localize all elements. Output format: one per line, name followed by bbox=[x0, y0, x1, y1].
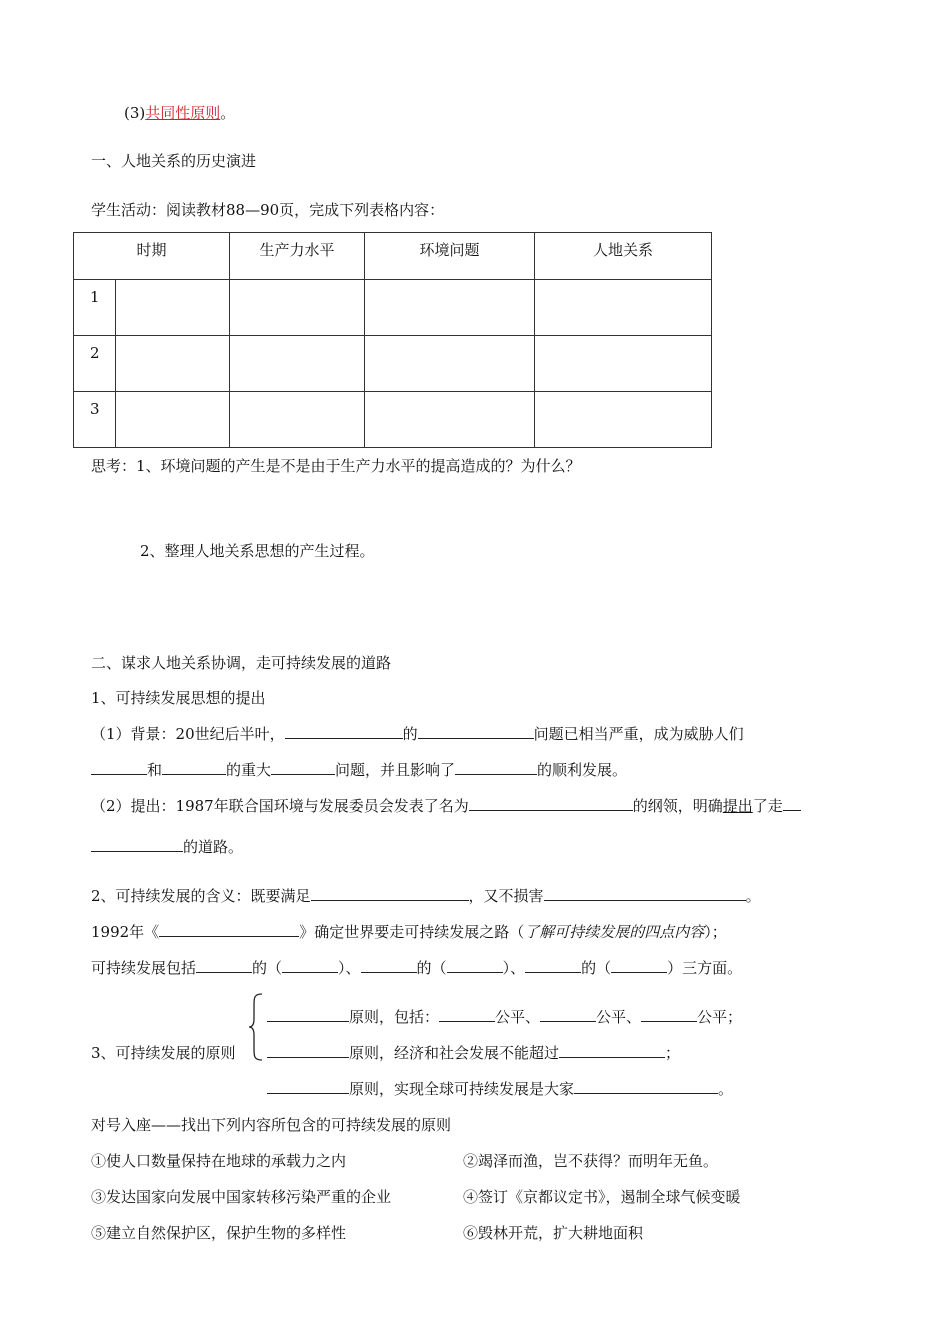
table-row bbox=[74, 280, 712, 336]
fill-blank[interactable] bbox=[267, 1079, 349, 1094]
row-number: 2 bbox=[74, 336, 116, 392]
principles-label: 3、可持续发展的原则 bbox=[91, 1044, 236, 1062]
principle-sustainability: 原则，经济和社会发展不能超过 ； bbox=[267, 1043, 680, 1063]
table-cell[interactable] bbox=[116, 392, 230, 448]
fill-blank[interactable] bbox=[267, 1043, 349, 1058]
header-relation: 人地关系 bbox=[535, 233, 712, 280]
table-cell[interactable] bbox=[535, 280, 712, 336]
proposal-line-2: 的道路。 bbox=[91, 837, 243, 857]
curly-brace-icon bbox=[248, 993, 264, 1061]
fill-blank[interactable] bbox=[361, 958, 417, 973]
principle-suffix: 。 bbox=[220, 104, 236, 122]
list-item: ④签订《京都议定书》，遏制全球气候变暖 bbox=[463, 1188, 741, 1206]
fill-blank[interactable] bbox=[447, 958, 503, 973]
fill-blank[interactable] bbox=[162, 760, 226, 775]
principle-prefix: (3) bbox=[124, 104, 146, 122]
fill-blank[interactable] bbox=[267, 1007, 349, 1022]
section1-title: 一、人地关系的历史演进 bbox=[91, 152, 257, 170]
fill-blank[interactable] bbox=[641, 1007, 697, 1022]
table-row bbox=[74, 392, 712, 448]
table-cell[interactable] bbox=[116, 280, 230, 336]
table-header-row bbox=[74, 233, 712, 280]
header-environment: 环境问题 bbox=[365, 233, 535, 280]
table-cell[interactable] bbox=[365, 280, 535, 336]
row-number: 3 bbox=[74, 392, 116, 448]
fill-blank[interactable] bbox=[525, 958, 581, 973]
agenda-line: 1992年《 》确定世界要走可持续发展之路（了解可持续发展的四点内容）； bbox=[91, 923, 727, 941]
table-cell[interactable] bbox=[116, 336, 230, 392]
list-item: ⑥毁林开荒，扩大耕地面积 bbox=[463, 1224, 644, 1242]
principle-commonality: 原则，实现全球可持续发展是大家 。 bbox=[267, 1079, 733, 1099]
principle-heading bbox=[124, 103, 235, 123]
fill-blank[interactable] bbox=[159, 922, 299, 937]
activity-text: 学生活动：阅读教材88—90页，完成下列表格内容： bbox=[91, 201, 445, 219]
principle-fairness: 原则，包括： 公平、 公平、 公平； bbox=[267, 1007, 742, 1027]
list-item: ⑤建立自然保护区，保护生物的多样性 bbox=[91, 1224, 347, 1242]
table-cell[interactable] bbox=[365, 336, 535, 392]
match-title: 对号入座——找出下列内容所包含的可持续发展的原则 bbox=[91, 1116, 452, 1134]
sub1-title: 1、可持续发展思想的提出 bbox=[91, 689, 266, 707]
think-question-2: 2、整理人地关系思想的产生过程。 bbox=[140, 542, 375, 560]
fill-blank[interactable] bbox=[311, 886, 469, 901]
background-line-2: 和 的重大 问题，并且影响了 的顺利发展。 bbox=[91, 760, 627, 780]
header-productivity: 生产力水平 bbox=[230, 233, 365, 280]
section2-title: 二、谋求人地关系协调，走可持续发展的道路 bbox=[91, 654, 392, 672]
meaning-line: 2、可持续发展的含义：既要满足 ，又不损害 。 bbox=[91, 887, 761, 905]
fill-blank[interactable] bbox=[282, 958, 338, 973]
list-item: ①使人口数量保持在地球的承载力之内 bbox=[91, 1152, 347, 1170]
table-cell[interactable] bbox=[230, 336, 365, 392]
table-row bbox=[74, 336, 712, 392]
think-question-1: 思考：1、环境问题的产生是不是由于生产力水平的提高造成的？为什么？ bbox=[91, 457, 581, 475]
table-cell[interactable] bbox=[365, 392, 535, 448]
row-number: 1 bbox=[74, 280, 116, 336]
fill-blank[interactable] bbox=[271, 760, 335, 775]
fill-blank[interactable] bbox=[611, 958, 667, 973]
proposal-line-1: （2）提出：1987年联合国环境与发展委员会发表了名为 的纲领，明确提出了走 bbox=[91, 796, 801, 816]
fill-blank[interactable] bbox=[574, 1079, 718, 1094]
fill-blank[interactable] bbox=[783, 796, 801, 811]
table-cell[interactable] bbox=[535, 392, 712, 448]
fill-blank[interactable] bbox=[91, 837, 183, 852]
fill-blank[interactable] bbox=[285, 724, 403, 739]
fill-blank[interactable] bbox=[540, 1007, 596, 1022]
principle-term: 共同性原则 bbox=[145, 104, 221, 122]
fill-blank[interactable] bbox=[439, 1007, 495, 1022]
list-item: ③发达国家向发展中国家转移污染严重的企业 bbox=[91, 1188, 392, 1206]
fill-blank[interactable] bbox=[455, 760, 537, 775]
table-cell[interactable] bbox=[230, 280, 365, 336]
fill-blank[interactable] bbox=[559, 1043, 665, 1058]
list-item: ②竭泽而渔，岂不获得？而明年无鱼。 bbox=[463, 1152, 719, 1170]
table-cell[interactable] bbox=[535, 336, 712, 392]
background-line-1: （1）背景：20世纪后半叶， 的 问题已相当严重，成为威胁人们 bbox=[91, 725, 744, 743]
includes-line: 可持续发展包括 的（ ）、 的（ ）、 的（ ）三方面。 bbox=[91, 959, 743, 977]
header-period: 时期 bbox=[74, 233, 230, 280]
table-cell[interactable] bbox=[230, 392, 365, 448]
history-table bbox=[73, 232, 712, 448]
fill-blank[interactable] bbox=[196, 958, 252, 973]
fill-blank[interactable] bbox=[91, 760, 147, 775]
fill-blank[interactable] bbox=[418, 724, 534, 739]
fill-blank[interactable] bbox=[469, 796, 633, 811]
fill-blank[interactable] bbox=[544, 886, 746, 901]
